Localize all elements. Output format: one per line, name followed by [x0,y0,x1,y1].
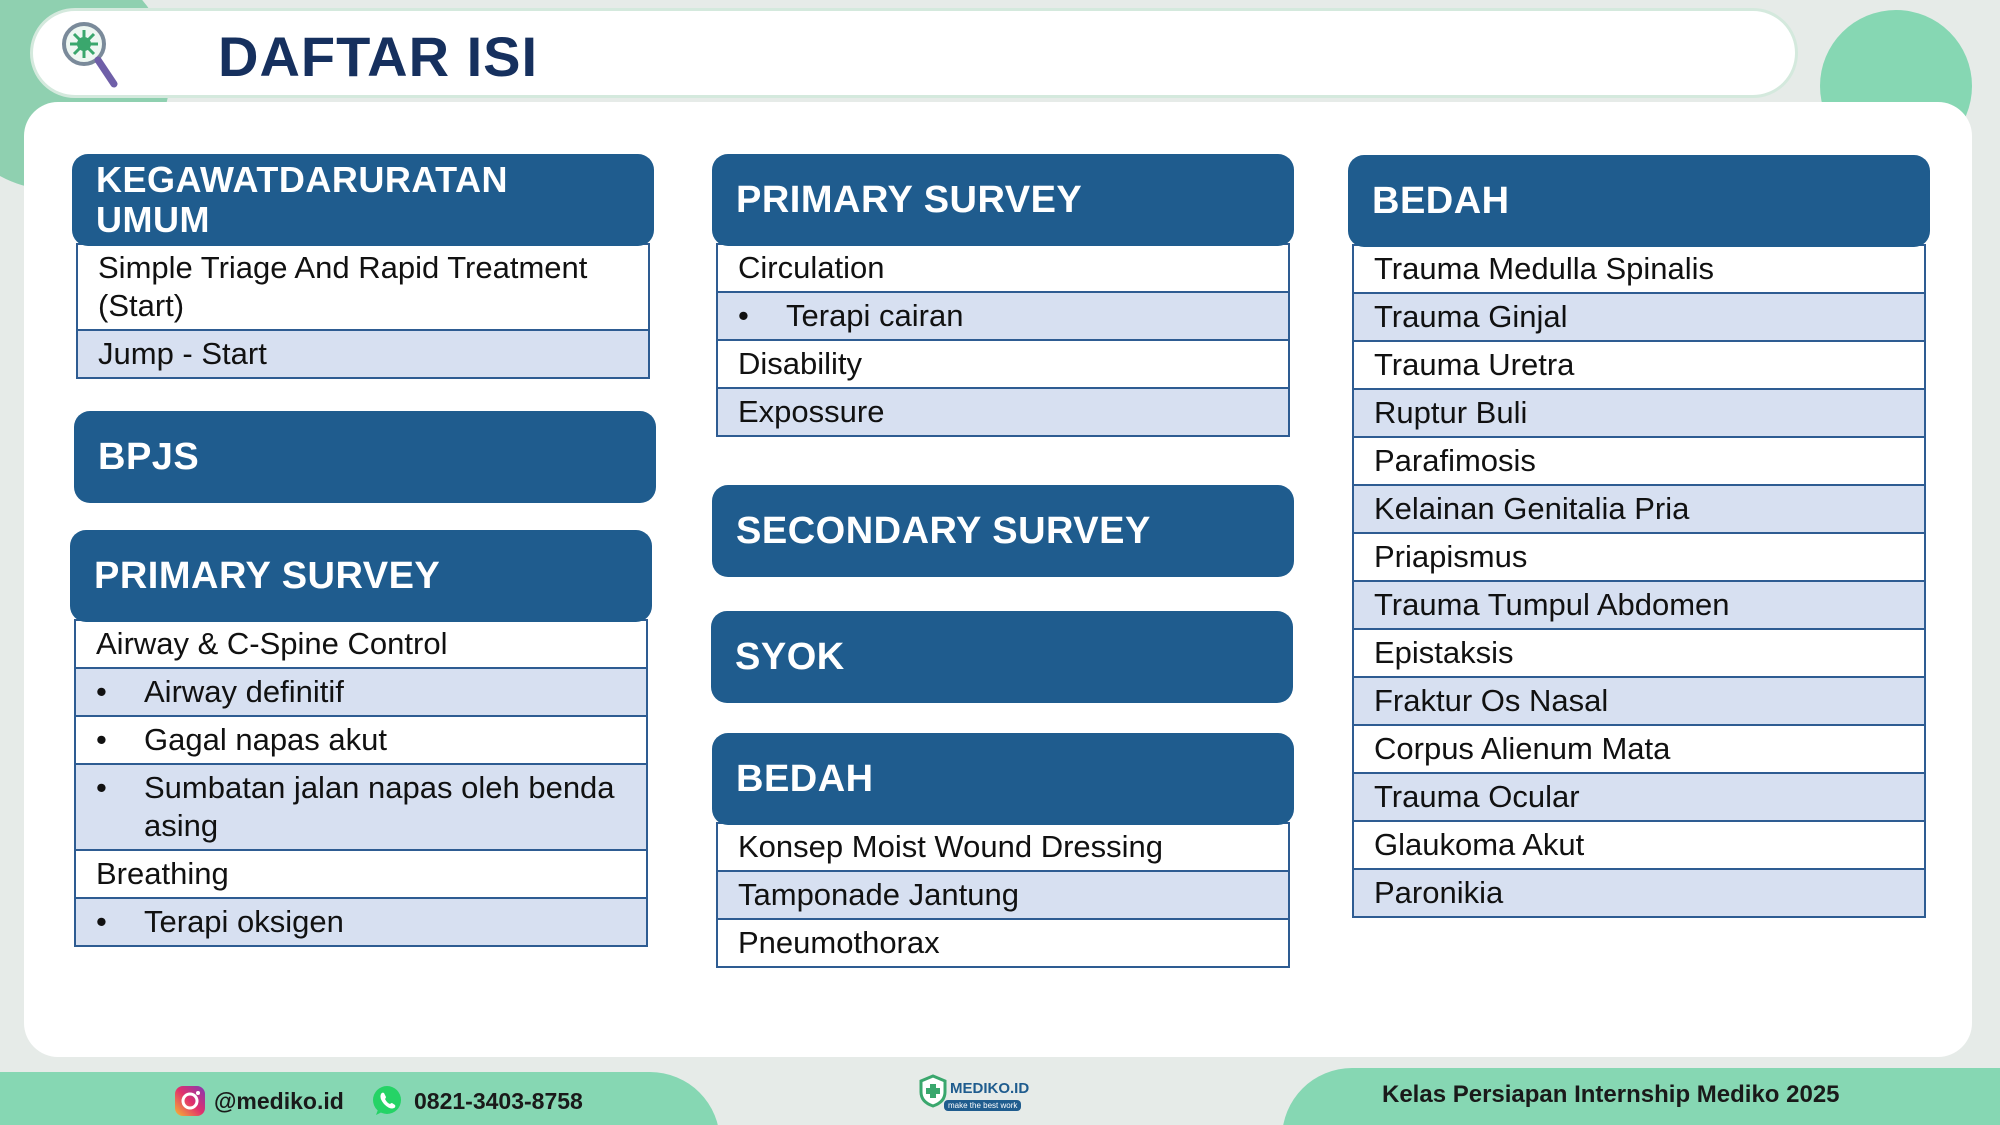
list-item[interactable] [1354,484,1924,532]
bullet-icon: • [96,770,107,805]
list-item[interactable] [718,243,1288,291]
list-item-label: Parafimosis [1374,443,1536,478]
list-item[interactable] [718,870,1288,918]
list-item[interactable] [76,715,646,763]
section-items [74,619,648,947]
list-item[interactable] [1354,580,1924,628]
list-item-label: Fraktur Os Nasal [1374,683,1609,718]
list-item[interactable] [1354,628,1924,676]
footer-left-bar [0,1072,720,1125]
list-item[interactable] [76,619,646,667]
list-item[interactable] [1354,388,1924,436]
section-primary-survey-1 [70,530,652,947]
list-item[interactable] [1354,676,1924,724]
list-item-label: Tamponade Jantung [738,877,1019,912]
list-item[interactable] [78,243,648,329]
list-item-label: Trauma Ocular [1374,779,1580,814]
brand-tagline: make the best work [944,1100,1021,1111]
list-item-label: Konsep Moist Wound Dressing [738,829,1164,864]
brand-logo-text: MEDIKO.ID [950,1080,1030,1097]
section-header[interactable]: BPJS [74,411,656,503]
list-item-label: Trauma Tumpul Abdomen [1374,587,1730,622]
section-primary-survey-2 [712,154,1294,437]
list-item-label: Gagal napas akut [144,722,388,757]
list-item[interactable] [718,387,1288,435]
list-item-label: Circulation [738,250,885,285]
list-item[interactable] [1354,772,1924,820]
list-item-label: Kelainan Genitalia Pria [1374,491,1690,526]
list-item-label: Terapi oksigen [144,904,344,939]
mediko-logo [918,1072,1028,1116]
bullet-icon: • [96,722,107,757]
list-item[interactable] [718,822,1288,870]
section-bedah-2 [1348,155,1930,918]
bullet-icon: • [738,298,749,333]
bullet-icon: • [96,674,107,709]
page-title: DAFTAR ISI [218,25,539,88]
section-items [1352,244,1926,918]
list-item-label: Priapismus [1374,539,1528,574]
list-item[interactable] [1354,340,1924,388]
list-item-label: Ruptur Buli [1374,395,1528,430]
instagram-handle[interactable]: @mediko.id [214,1088,344,1114]
section-bpjs [74,411,656,503]
section-items [76,243,650,379]
list-item-label: Sumbatan jalan napas oleh benda asing [144,770,615,843]
course-label: Kelas Persiapan Internship Mediko 2025 [1382,1081,1840,1108]
list-item[interactable] [76,849,646,897]
list-item-label: Expossure [738,394,885,429]
list-item[interactable] [1354,436,1924,484]
list-item[interactable] [1354,724,1924,772]
list-item[interactable] [718,339,1288,387]
section-header: BEDAH [1348,155,1930,247]
section-bedah-1 [712,733,1294,968]
list-item[interactable] [1354,532,1924,580]
section-header[interactable]: SYOK [711,611,1293,703]
list-item-label: Jump - Start [98,336,267,371]
list-item-label: Corpus Alienum Mata [1374,731,1671,766]
instagram-icon[interactable] [174,1085,206,1117]
list-item-label: Epistaksis [1374,635,1514,670]
bullet-icon: • [96,904,107,939]
list-item-label: Disability [738,346,863,381]
list-item-label: Airway definitif [144,674,344,709]
list-item[interactable] [76,667,646,715]
list-item-label: Paronikia [1374,875,1504,910]
list-item[interactable] [76,897,646,945]
list-item-label: Airway & C-Spine Control [96,626,448,661]
list-item-label: Terapi cairan [786,298,964,333]
section-secondary-survey [712,485,1294,577]
whatsapp-number[interactable]: 0821-3403-8758 [414,1088,583,1114]
list-item-label: Trauma Medulla Spinalis [1374,251,1715,286]
list-item[interactable] [76,763,646,849]
section-header: KEGAWATDARURATAN UMUM [72,154,654,246]
list-item[interactable] [1354,820,1924,868]
list-item[interactable] [1354,868,1924,916]
magnifier-virus-icon [58,18,120,90]
list-item-label: Glaukoma Akut [1374,827,1585,862]
list-item[interactable] [718,291,1288,339]
section-header[interactable]: SECONDARY SURVEY [712,485,1294,577]
list-item-label: Breathing [96,856,229,891]
section-kegawatdaruratan-umum [72,154,654,379]
whatsapp-icon[interactable] [370,1084,404,1118]
list-item-label: Trauma Ginjal [1374,299,1568,334]
list-item-label: Pneumothorax [738,925,940,960]
list-item[interactable] [78,329,648,377]
section-syok [711,611,1293,703]
section-header: BEDAH [712,733,1294,825]
section-header: PRIMARY SURVEY [70,530,652,622]
list-item[interactable] [1354,244,1924,292]
section-header: PRIMARY SURVEY [712,154,1294,246]
list-item-label: Simple Triage And Rapid Treatment (Start) [98,250,588,323]
list-item-label: Trauma Uretra [1374,347,1575,382]
section-items [716,243,1290,437]
section-items [716,822,1290,968]
list-item[interactable] [1354,292,1924,340]
list-item[interactable] [718,918,1288,966]
